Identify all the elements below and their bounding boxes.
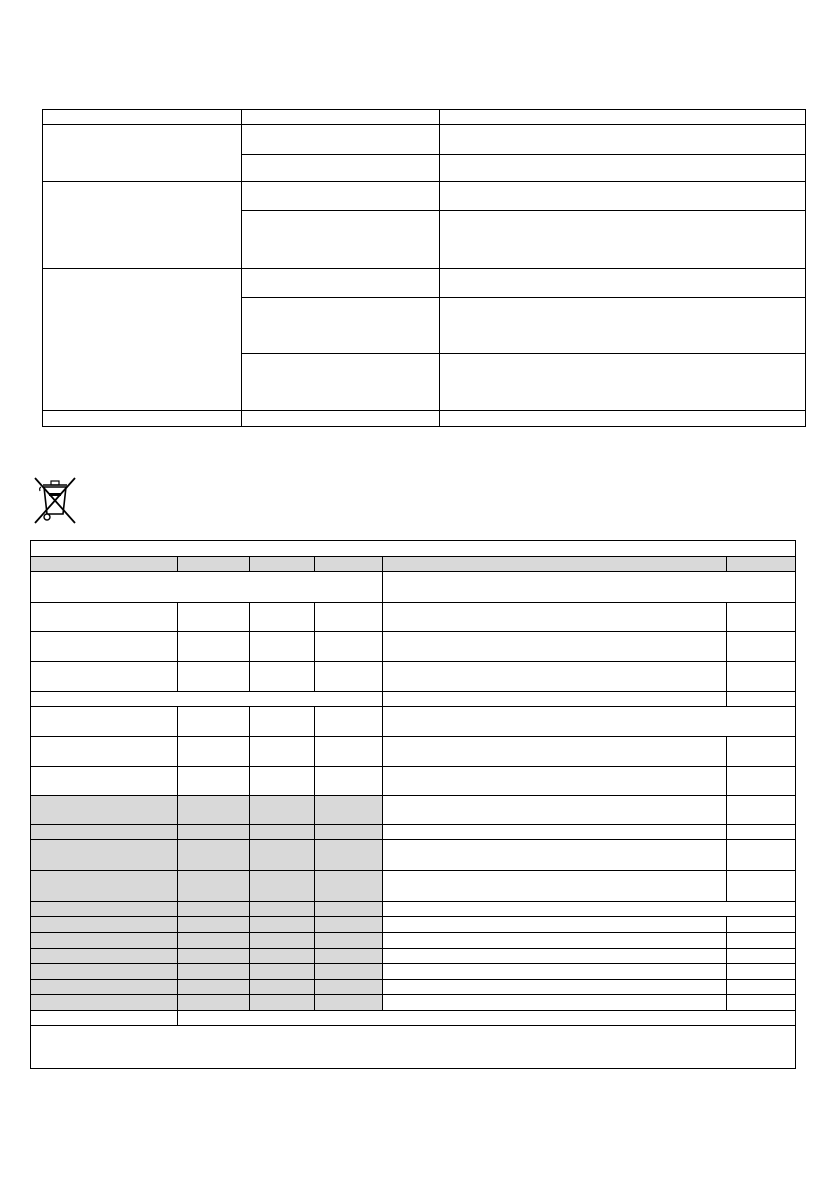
table-cell xyxy=(315,963,383,979)
table-cell xyxy=(178,840,250,871)
table-cell xyxy=(250,767,315,796)
table-cell xyxy=(383,662,727,692)
table-cell xyxy=(31,916,178,932)
table-cell xyxy=(178,632,250,662)
product-data-table xyxy=(30,540,796,1069)
table-cell xyxy=(31,963,178,979)
table-cell xyxy=(31,932,178,948)
table-cell xyxy=(178,707,250,737)
table-cell xyxy=(727,825,796,840)
table-cell xyxy=(315,948,383,963)
table-row xyxy=(31,979,796,994)
table-cell xyxy=(315,662,383,692)
table-row xyxy=(31,796,796,825)
table-row xyxy=(31,1010,796,1025)
table-cell xyxy=(727,662,796,692)
table-cell xyxy=(250,979,315,994)
table-cell xyxy=(178,916,250,932)
table-cell xyxy=(250,916,315,932)
table-cell xyxy=(383,632,727,662)
table-row xyxy=(31,963,796,979)
solution-cell xyxy=(440,211,806,269)
table-cell xyxy=(315,707,383,737)
table-cell xyxy=(178,767,250,796)
table-cell xyxy=(250,948,315,963)
table-cell xyxy=(250,796,315,825)
table-cell xyxy=(315,632,383,662)
table-row xyxy=(43,182,806,211)
table-cell xyxy=(250,994,315,1010)
table-cell xyxy=(31,767,178,796)
table-cell xyxy=(31,796,178,825)
table-cell xyxy=(250,737,315,767)
table-cell xyxy=(727,796,796,825)
section-label-cell xyxy=(383,572,796,603)
table-cell xyxy=(383,603,727,632)
table-cell xyxy=(31,901,178,916)
table-cell xyxy=(383,692,727,707)
table-cell xyxy=(31,737,178,767)
table-cell xyxy=(178,796,250,825)
crossed-out-wheelie-bin-icon xyxy=(30,474,80,526)
table-cell xyxy=(383,796,727,825)
section-label-cell xyxy=(383,901,796,916)
table-cell xyxy=(178,979,250,994)
problem-cell xyxy=(43,182,242,269)
table-cell xyxy=(727,737,796,767)
table-cell xyxy=(315,979,383,994)
cause-cell xyxy=(242,211,440,269)
table-header-cell xyxy=(31,557,178,572)
table-cell xyxy=(250,707,315,737)
table-row xyxy=(31,737,796,767)
table-cell xyxy=(315,737,383,767)
table-header-cell xyxy=(178,557,250,572)
table-cell xyxy=(383,932,727,948)
table-cell xyxy=(250,662,315,692)
table-cell xyxy=(315,901,383,916)
table-header-cell xyxy=(43,110,242,125)
table-row xyxy=(31,871,796,901)
solution-cell xyxy=(440,125,806,155)
table-row xyxy=(31,932,796,948)
solution-cell xyxy=(440,354,806,411)
table-header-cell xyxy=(383,557,727,572)
table-row xyxy=(31,541,796,557)
table-cell xyxy=(315,796,383,825)
table-cell xyxy=(250,632,315,662)
table-row xyxy=(31,1025,796,1068)
solution-cell xyxy=(440,182,806,211)
table-row xyxy=(31,707,796,737)
table-header-cell xyxy=(242,110,440,125)
solution-cell xyxy=(440,411,806,427)
table-cell xyxy=(727,692,796,707)
table-cell xyxy=(31,632,178,662)
table-cell xyxy=(31,994,178,1010)
table-cell xyxy=(727,994,796,1010)
table-row xyxy=(31,901,796,916)
table-cell xyxy=(383,994,727,1010)
table-cell xyxy=(178,948,250,963)
table-cell xyxy=(178,871,250,901)
cause-cell xyxy=(242,298,440,354)
problem-cell xyxy=(43,125,242,182)
table-cell xyxy=(31,948,178,963)
table-row xyxy=(31,692,796,707)
table-cell xyxy=(178,932,250,948)
table-cell xyxy=(250,932,315,948)
solution-cell xyxy=(440,269,806,298)
table-cell xyxy=(315,840,383,871)
table-title-cell xyxy=(31,541,796,557)
table-cell xyxy=(178,1010,796,1025)
table-cell xyxy=(31,692,383,707)
table-row xyxy=(31,557,796,572)
table-row xyxy=(31,603,796,632)
table-cell xyxy=(383,948,727,963)
table-cell xyxy=(250,871,315,901)
table-cell xyxy=(178,603,250,632)
table-row xyxy=(43,125,806,155)
table-cell xyxy=(315,932,383,948)
cause-cell xyxy=(242,269,440,298)
cause-cell xyxy=(242,125,440,155)
table-cell xyxy=(31,662,178,692)
table-cell xyxy=(315,994,383,1010)
table-row xyxy=(31,840,796,871)
table-row xyxy=(31,632,796,662)
table-header-cell xyxy=(315,557,383,572)
table-cell xyxy=(315,871,383,901)
table-cell xyxy=(31,1010,178,1025)
table-header-cell xyxy=(250,557,315,572)
table-cell xyxy=(383,825,727,840)
table-row xyxy=(31,572,796,603)
table-row xyxy=(31,994,796,1010)
table-cell xyxy=(178,737,250,767)
table-cell xyxy=(31,825,178,840)
table-cell xyxy=(727,948,796,963)
table-cell xyxy=(315,603,383,632)
footnote-cell xyxy=(31,1025,796,1068)
table-cell xyxy=(727,632,796,662)
solution-cell xyxy=(440,298,806,354)
table-cell xyxy=(383,767,727,796)
cause-cell xyxy=(242,155,440,182)
table-cell xyxy=(250,963,315,979)
table-row xyxy=(31,767,796,796)
table-cell xyxy=(31,871,178,901)
table-cell xyxy=(727,603,796,632)
problem-cell xyxy=(43,411,242,427)
table-cell xyxy=(250,840,315,871)
table-cell xyxy=(383,963,727,979)
table-cell xyxy=(727,932,796,948)
table-cell xyxy=(315,767,383,796)
table-row xyxy=(31,662,796,692)
table-cell xyxy=(727,871,796,901)
table-cell xyxy=(315,825,383,840)
table-header-cell xyxy=(440,110,806,125)
table-cell xyxy=(727,840,796,871)
cause-cell xyxy=(242,354,440,411)
table-cell xyxy=(178,662,250,692)
table-cell xyxy=(383,979,727,994)
table-cell xyxy=(315,916,383,932)
table-cell xyxy=(178,963,250,979)
table-cell xyxy=(178,825,250,840)
table-cell xyxy=(250,825,315,840)
table-row xyxy=(43,269,806,298)
table-cell xyxy=(727,916,796,932)
table-row xyxy=(43,110,806,125)
table-header-cell xyxy=(727,557,796,572)
table-cell xyxy=(250,901,315,916)
table-cell xyxy=(178,901,250,916)
table-cell xyxy=(31,840,178,871)
section-label-cell xyxy=(383,707,796,737)
problem-cell xyxy=(43,269,242,411)
troubleshooting-table xyxy=(42,109,806,427)
table-cell xyxy=(383,737,727,767)
table-cell xyxy=(727,767,796,796)
table-cell xyxy=(178,994,250,1010)
table-row xyxy=(31,825,796,840)
table-row xyxy=(31,948,796,963)
table-cell xyxy=(727,979,796,994)
table-cell xyxy=(727,963,796,979)
cause-cell xyxy=(242,182,440,211)
table-cell xyxy=(383,871,727,901)
solution-cell xyxy=(440,155,806,182)
table-cell xyxy=(31,603,178,632)
section-label-cell xyxy=(31,572,383,603)
table-row xyxy=(43,411,806,427)
table-cell xyxy=(383,916,727,932)
table-row xyxy=(31,916,796,932)
table-cell xyxy=(383,840,727,871)
cause-cell xyxy=(242,411,440,427)
table-cell xyxy=(250,603,315,632)
table-cell xyxy=(31,707,178,737)
table-cell xyxy=(31,979,178,994)
